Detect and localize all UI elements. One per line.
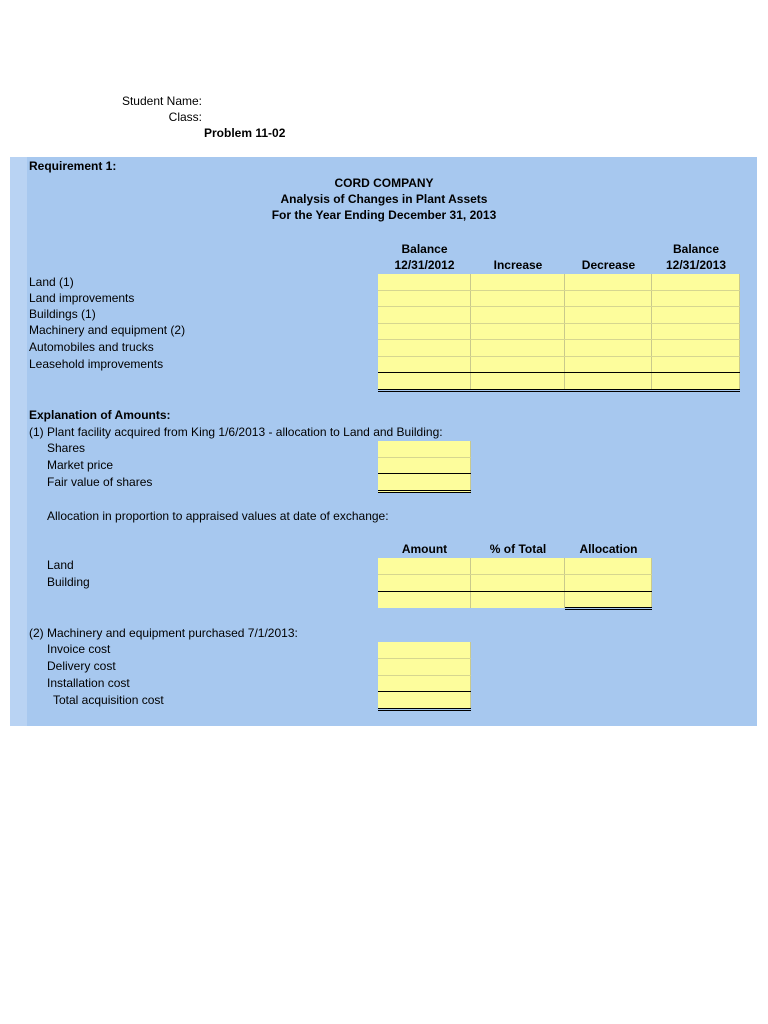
row-label-market-price: Market price xyxy=(47,458,114,472)
explanation-heading: Explanation of Amounts: xyxy=(29,408,171,422)
row-label-automobiles: Automobiles and trucks xyxy=(29,340,154,354)
grid-row-line xyxy=(378,323,740,324)
row-label-delivery-cost: Delivery cost xyxy=(47,659,116,673)
input-item1-column[interactable] xyxy=(378,441,471,492)
row-label-installation-cost: Installation cost xyxy=(47,676,130,690)
row-label-invoice-cost: Invoice cost xyxy=(47,642,111,656)
report-period: For the Year Ending December 31, 2013 xyxy=(271,208,497,222)
problem-title: Problem 11-02 xyxy=(204,126,286,140)
total-double-line xyxy=(565,607,652,610)
col-balance-end-line2: 12/31/2013 xyxy=(665,258,727,272)
input-alloc-amount-column[interactable] xyxy=(378,558,471,608)
subtotal-line xyxy=(378,691,471,692)
grid-row-line xyxy=(378,658,471,659)
row-label-leasehold: Leasehold improvements xyxy=(29,357,164,371)
subtotal-line xyxy=(378,473,471,474)
grid-row-line xyxy=(378,290,740,291)
subtotal-line xyxy=(378,372,740,373)
row-label-alloc-building: Building xyxy=(47,575,90,589)
col-decrease: Decrease xyxy=(581,258,636,272)
alloc-col-amount: Amount xyxy=(401,542,448,556)
row-label-shares: Shares xyxy=(47,441,86,455)
col-balance-start-line2: 12/31/2012 xyxy=(394,258,455,272)
total-double-line xyxy=(378,708,471,711)
total-double-line xyxy=(378,490,471,493)
alloc-col-pct: % of Total xyxy=(489,542,547,556)
row-label-land-improvements: Land improvements xyxy=(29,291,135,305)
col-balance-end-line1: Balance xyxy=(672,242,720,256)
grid-row-line xyxy=(378,457,471,458)
col-balance-start-line1: Balance xyxy=(401,242,448,256)
grid-row-line xyxy=(378,339,740,340)
worksheet-margin-strip xyxy=(10,157,27,726)
student-name-label: Student Name: xyxy=(121,94,202,108)
row-label-machinery: Machinery and equipment (2) xyxy=(29,323,186,337)
subtotal-line xyxy=(378,591,652,592)
grid-row-line xyxy=(378,574,652,575)
row-label-alloc-land: Land xyxy=(47,558,74,572)
row-label-buildings: Buildings (1) xyxy=(29,307,96,321)
input-alloc-allocation-column[interactable] xyxy=(565,558,652,608)
explanation-item2-title: (2) Machinery and equipment purchased 7/1/2013: xyxy=(29,626,298,640)
grid-row-line xyxy=(378,306,740,307)
requirement-label: Requirement 1: xyxy=(29,159,117,173)
grid-row-line xyxy=(378,356,740,357)
explanation-item1-title: (1) Plant facility acquired from King 1/6/2013 - allocation to Land and Building: xyxy=(29,425,443,439)
row-label-total-acquisition-cost: Total acquisition cost xyxy=(53,693,164,707)
class-label: Class: xyxy=(168,110,202,124)
company-name: CORD COMPANY xyxy=(334,176,434,190)
input-alloc-pct-column[interactable] xyxy=(471,558,565,608)
row-label-fair-value: Fair value of shares xyxy=(47,475,153,489)
alloc-col-allocation: Allocation xyxy=(579,542,638,556)
allocation-note: Allocation in proportion to appraised values at date of exchange: xyxy=(47,509,389,523)
grid-row-line xyxy=(378,675,471,676)
row-label-land: Land (1) xyxy=(29,275,74,289)
total-double-line xyxy=(378,389,740,392)
col-increase: Increase xyxy=(493,258,543,272)
report-title: Analysis of Changes in Plant Assets xyxy=(280,192,488,206)
